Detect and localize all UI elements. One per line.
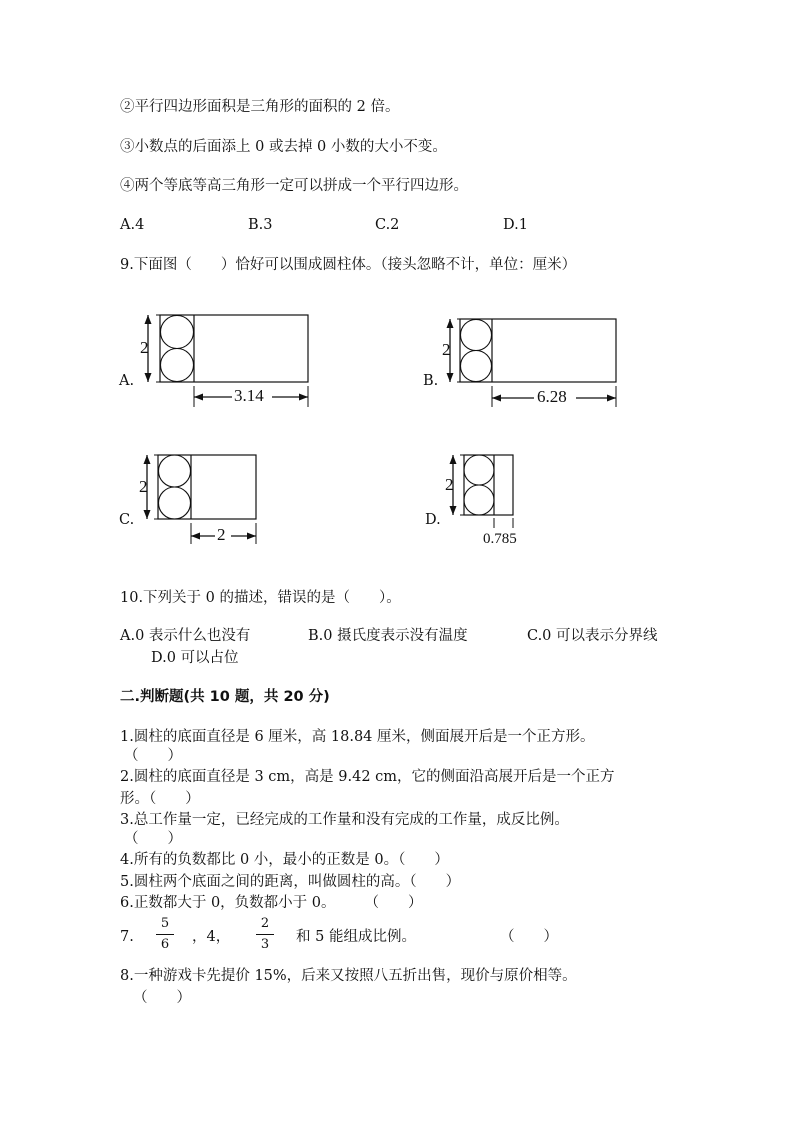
figure-b-height-label: 2 xyxy=(442,340,451,359)
judge-item-3-paren: （ ） xyxy=(124,831,182,847)
statement-4: ④两个等底等高三角形一定可以拼成一个平行四边形。 xyxy=(120,178,468,194)
q8-option-d: D.1 xyxy=(503,217,528,233)
figure-a-length-label: 3.14 xyxy=(234,386,264,405)
judge-item-7-suffix: 和 5 能组成比例。 xyxy=(296,929,416,945)
fraction-denominator: 3 xyxy=(260,937,270,952)
figure-c-option: C. xyxy=(119,512,135,528)
judge-item-1-paren: （ ） xyxy=(124,748,182,764)
section-heading: 二.判断题(共 10 题，共 20 分) xyxy=(120,689,330,705)
q10-option-d: D.0 可以占位 xyxy=(151,650,239,666)
q10-option-a: A.0 表示什么也没有 xyxy=(120,628,251,644)
q10-option-b: B.0 摄氏度表示没有温度 xyxy=(308,628,468,644)
q8-option-c: C.2 xyxy=(375,217,400,233)
figure-c-net xyxy=(135,450,275,550)
statement-2: ②平行四边形面积是三角形的面积的 2 倍。 xyxy=(120,99,400,115)
fraction-five-sixths xyxy=(156,916,174,953)
judge-item-7-paren: （ ） xyxy=(500,929,558,945)
fraction-denominator: 6 xyxy=(160,937,170,952)
judge-item-2-paren: 形。（ ） xyxy=(120,791,200,807)
judge-item-7-mid: ，4， xyxy=(192,929,231,945)
judge-item-3: 3.总工作量一定，已经完成的工作量和没有完成的工作量，成反比例。 xyxy=(120,812,569,828)
judge-item-7-prefix: 7. xyxy=(120,929,134,945)
judge-item-1: 1.圆柱的底面直径是 6 厘米，高 18.84 厘米，侧面展开后是一个正方形。 xyxy=(120,729,595,745)
q10-option-c: C.0 可以表示分界线 xyxy=(527,628,658,644)
q10-stem: 10.下列关于 0 的描述，错误的是（ ）。 xyxy=(120,590,401,606)
figure-d-length-label: 0.785 xyxy=(483,531,517,547)
figure-a-height-label: 2 xyxy=(140,338,149,357)
figure-d-net xyxy=(441,450,531,547)
fraction-numerator: 2 xyxy=(260,916,270,931)
fraction-two-thirds xyxy=(256,916,274,953)
judge-item-4: 4.所有的负数都比 0 小，最小的正数是 0。（ ） xyxy=(120,852,449,868)
judge-item-8: 8.一种游戏卡先提价 15%，后来又按照八五折出售，现价与原价相等。 xyxy=(120,968,577,984)
figure-b-net xyxy=(438,314,628,414)
figure-b-length-label: 6.28 xyxy=(537,387,567,406)
figure-b-option: B. xyxy=(423,373,439,389)
fraction-numerator: 5 xyxy=(160,916,170,931)
judge-item-6: 6.正数都大于 0，负数都小于 0。 （ ） xyxy=(120,895,423,911)
figure-d-option: D. xyxy=(425,512,441,528)
figure-a-option: A. xyxy=(119,373,135,389)
q8-option-b: B.3 xyxy=(248,217,273,233)
figure-d-height-label: 2 xyxy=(445,475,454,494)
figure-a-net xyxy=(135,310,325,410)
judge-item-2: 2.圆柱的底面直径是 3 cm，高是 9.42 cm，它的侧面沿高展开后是一个正方 xyxy=(120,769,615,785)
figure-c-length-label: 2 xyxy=(217,525,226,544)
q8-option-a: A.4 xyxy=(120,217,145,233)
figure-c-height-label: 2 xyxy=(139,477,148,496)
q9-stem: 9.下面图（ ）恰好可以围成圆柱体。（接头忽略不计，单位：厘米） xyxy=(120,257,577,273)
judge-item-8-paren: （ ） xyxy=(133,990,191,1006)
statement-3: ③小数点的后面添上 0 或去掉 0 小数的大小不变。 xyxy=(120,139,447,155)
judge-item-5: 5.圆柱两个底面之间的距离，叫做圆柱的高。（ ） xyxy=(120,874,461,890)
